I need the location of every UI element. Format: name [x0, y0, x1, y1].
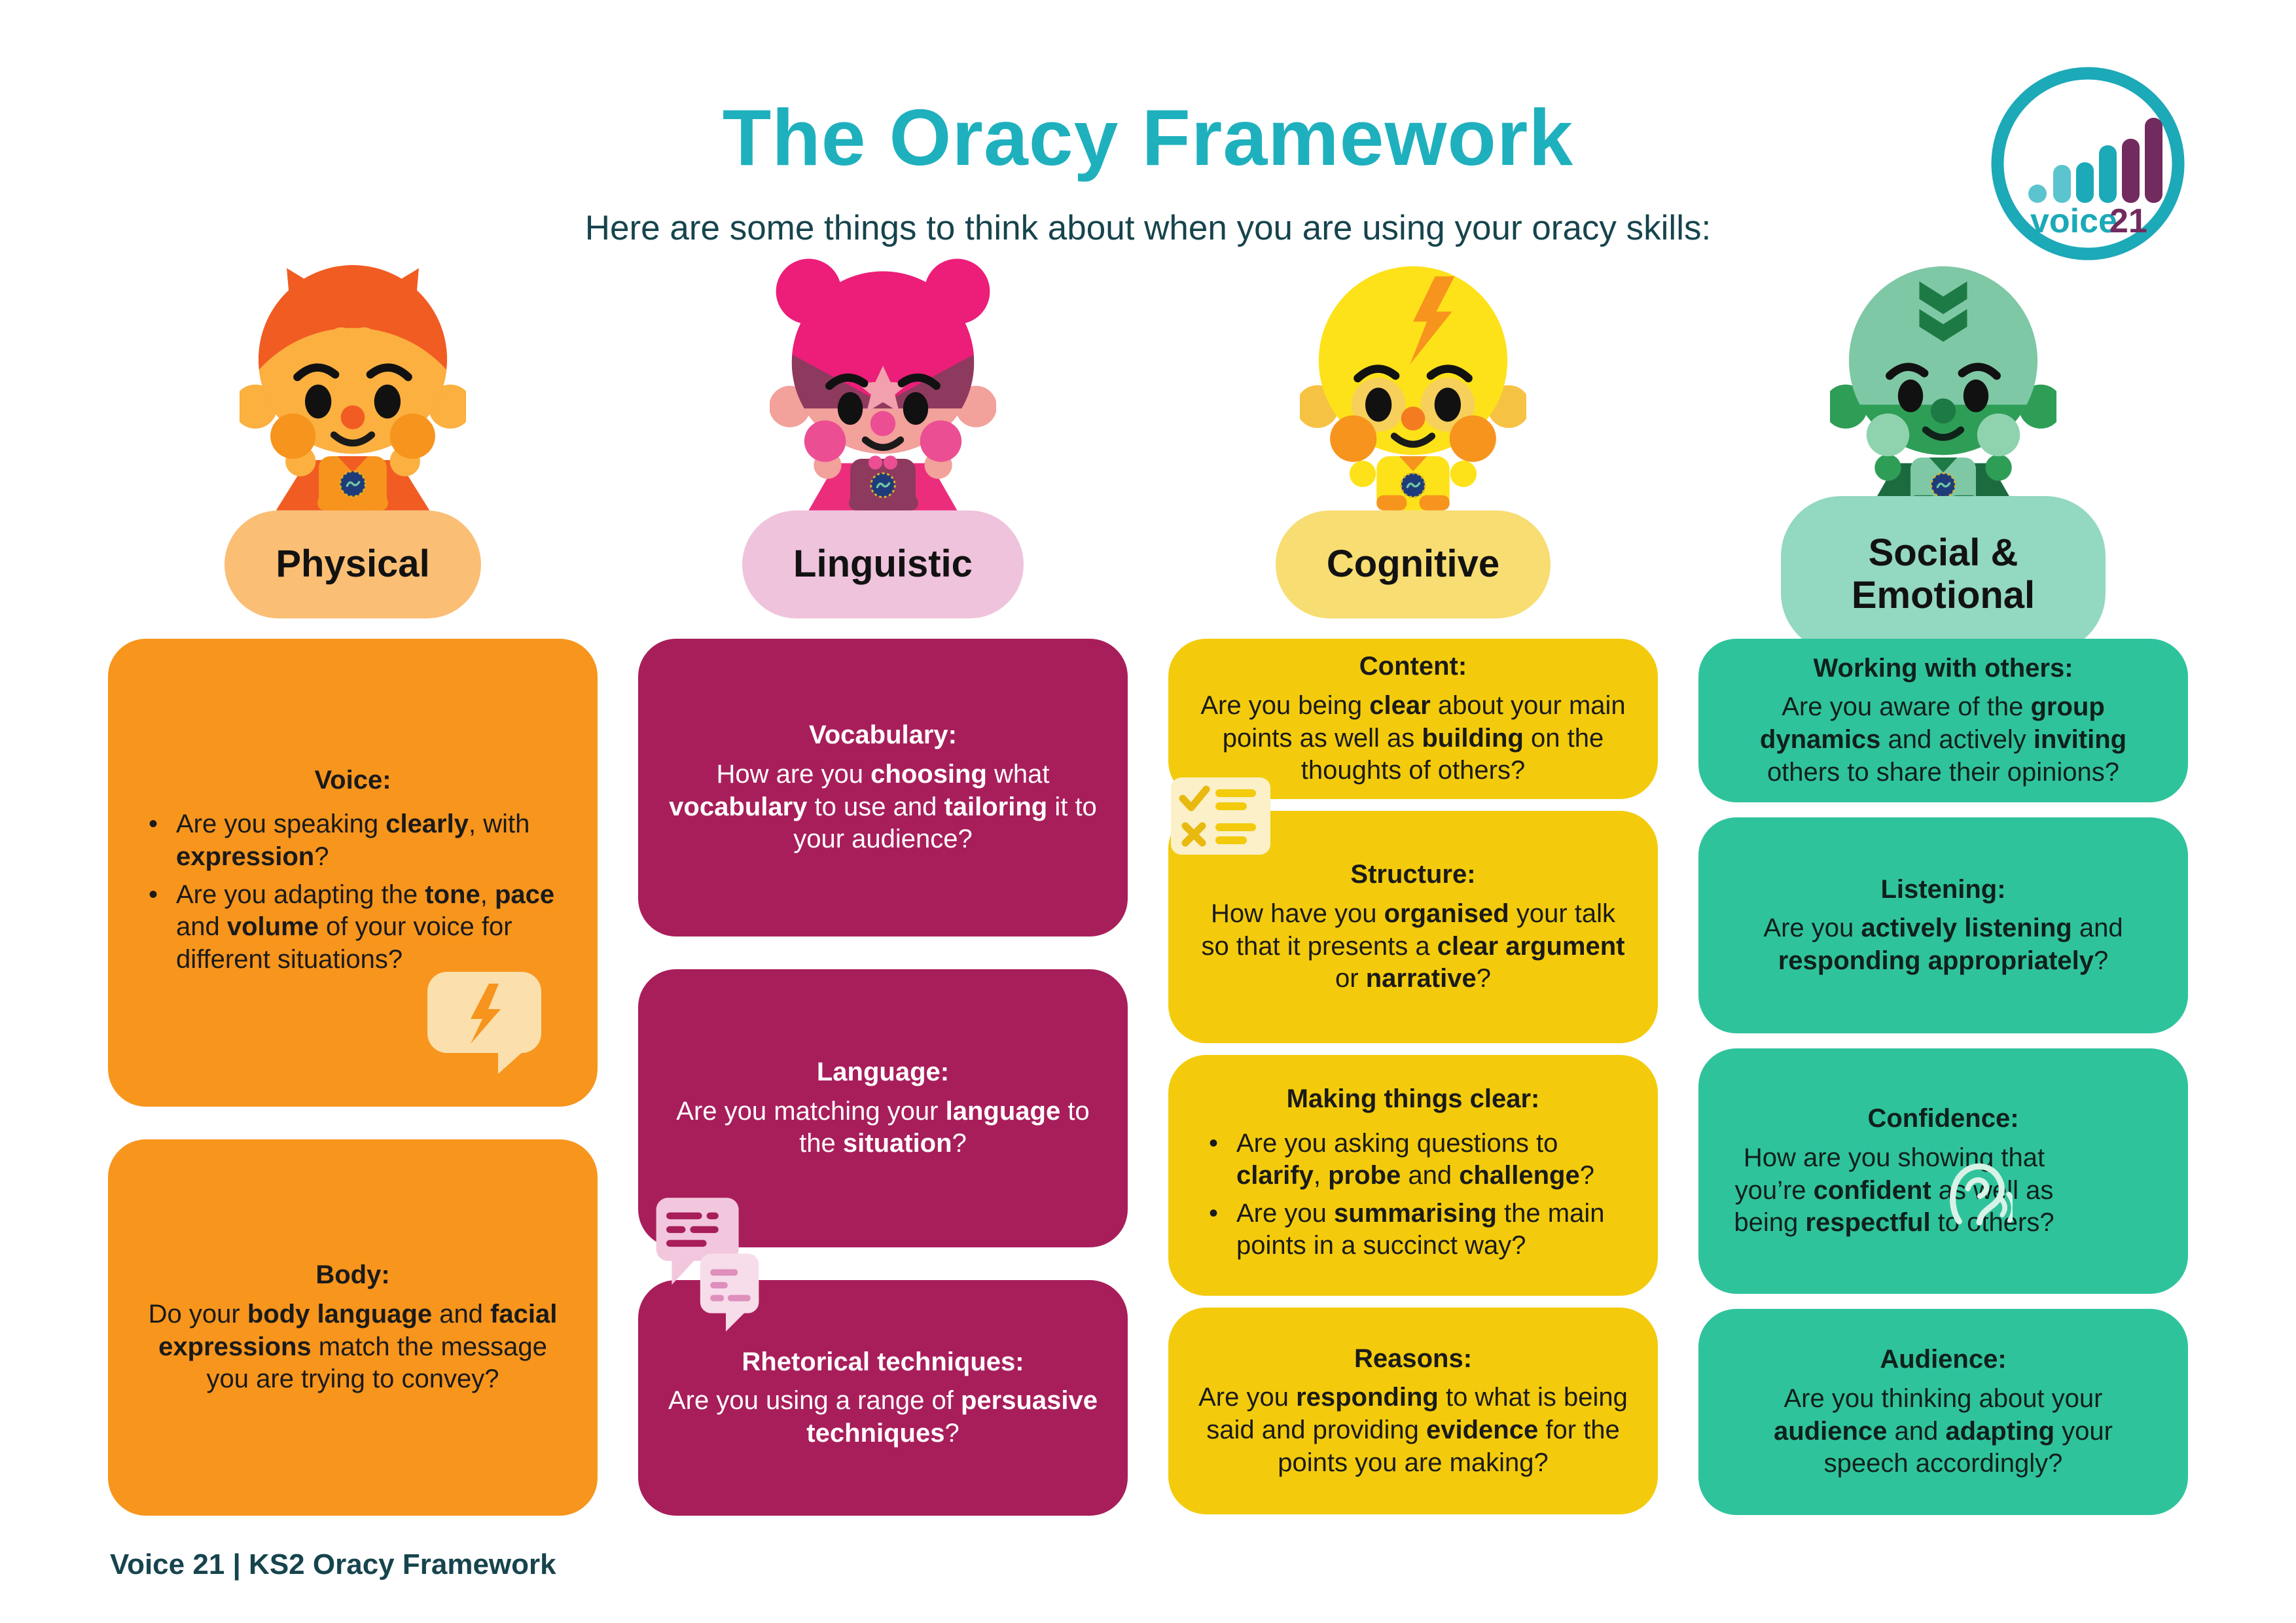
checklist-icon — [1171, 777, 1270, 855]
content-heading: Content: — [1359, 652, 1467, 681]
social-emotional-label: Social & Emotional — [1851, 531, 2036, 616]
social-emotional-pill-wrap — [1698, 510, 2188, 639]
making-things-clear-box — [1168, 1055, 1658, 1296]
social-emotional-character-illustration — [1698, 243, 2188, 510]
rhetorical-heading: Rhetorical techniques: — [742, 1347, 1024, 1376]
framework-columns — [108, 243, 2188, 1516]
voice21-logo-icon — [1990, 65, 2186, 262]
vocabulary-box — [638, 639, 1128, 936]
page-subtitle: Here are some things to think about when you are using your oracy skills: — [584, 209, 1712, 247]
cognitive-label: Cognitive — [1326, 543, 1500, 586]
cognitive-pill-wrap — [1168, 510, 1658, 639]
physical-label: Physical — [276, 543, 430, 586]
listening-text: Are you actively listening and responding appropriately? — [1763, 914, 2123, 975]
physical-character-illustration — [108, 243, 598, 510]
yellow-kid-icon — [1300, 246, 1526, 510]
language-text: Are you matching your language to the situation? — [676, 1096, 1090, 1158]
logo-number: 21 — [2109, 202, 2147, 240]
linguistic-label-pill — [742, 510, 1024, 618]
audience-text: Are you thinking about your audience and adapting your speech accordingly? — [1774, 1383, 2113, 1478]
listening-heading: Listening: — [1880, 874, 2006, 904]
voice-bullet: • Are you speaking clearly, with expression? — [138, 808, 567, 873]
orange-girl-icon — [240, 246, 466, 510]
linguistic-pill-wrap — [638, 510, 1128, 639]
ear-listening-icon — [1947, 1153, 2013, 1233]
working-with-others-text: Are you aware of the group dynamics and actively inviting others to share their opinions? — [1759, 692, 2127, 787]
vocabulary-text: How are you choosing what vocabulary to use and tailoring it to your audience? — [669, 759, 1097, 854]
voice21-logo — [1990, 65, 2186, 262]
logo-word: voice — [2030, 202, 2117, 240]
cognitive-boxes — [1168, 639, 1658, 1516]
reasons-box — [1168, 1308, 1658, 1514]
voice-bullet-list — [138, 803, 567, 981]
making-things-clear-bullet-list — [1198, 1122, 1628, 1268]
confidence-box — [1698, 1048, 2188, 1294]
listening-box — [1698, 817, 2188, 1033]
language-heading: Language: — [816, 1058, 950, 1087]
structure-heading: Structure: — [1350, 860, 1476, 889]
body-heading: Body: — [315, 1260, 390, 1290]
rhetorical-text: Are you using a range of persuasive techniques? — [668, 1386, 1098, 1448]
footer-caption: Voice 21 | KS2 Oracy Framework — [110, 1548, 556, 1580]
voice-box — [108, 639, 598, 1107]
voice-bullet: • Are you adapting the tone, pace and volume of your voice for different situations? — [138, 879, 567, 976]
physical-label-pill — [224, 510, 480, 618]
column-social-emotional — [1698, 243, 2188, 1516]
social-emotional-boxes — [1698, 639, 2188, 1516]
making-things-clear-bullet: • Are you asking questions to clarify, probe and challenge? — [1198, 1128, 1628, 1192]
reasons-text: Are you responding to what is being said and providing evidence for the points you are making? — [1198, 1383, 1628, 1477]
audience-box — [1698, 1309, 2188, 1515]
body-text: Do your body language and facial expressions match the message you are trying to convey? — [148, 1299, 558, 1394]
column-physical — [108, 243, 598, 1516]
linguistic-label: Linguistic — [793, 543, 973, 586]
linguistic-boxes — [638, 639, 1128, 1516]
chat-bubbles-icon — [653, 1195, 762, 1332]
confidence-heading: Confidence: — [1867, 1104, 2019, 1133]
structure-text: How have you organised your talk so that it presents a clear argument or narrative? — [1201, 899, 1625, 993]
page-title: The Oracy Framework — [722, 93, 1574, 182]
content-text: Are you being clear about your main points as well as building on the thoughts of others? — [1200, 690, 1626, 785]
social-emotional-label-pill — [1781, 496, 2106, 653]
working-with-others-heading: Working with others: — [1813, 653, 2073, 683]
physical-boxes — [108, 639, 598, 1516]
working-with-others-box — [1698, 639, 2188, 802]
physical-pill-wrap — [108, 510, 598, 639]
green-kid-icon — [1830, 246, 2056, 510]
cognitive-label-pill — [1276, 510, 1551, 618]
body-box — [108, 1139, 598, 1516]
speech-bubble-lightning-icon — [425, 969, 544, 1075]
confidence-text: How are you showing that you’re confident as well as being respectful to others? — [1734, 1143, 2054, 1238]
reasons-heading: Reasons: — [1354, 1344, 1473, 1373]
cognitive-character-illustration — [1168, 243, 1658, 510]
pink-superhero-icon — [770, 246, 996, 510]
column-cognitive — [1168, 243, 1658, 1516]
linguistic-character-illustration — [638, 243, 1128, 510]
audience-heading: Audience: — [1880, 1345, 2007, 1374]
making-things-clear-bullet: • Are you summarising the main points in a succinct way? — [1198, 1198, 1628, 1262]
vocabulary-heading: Vocabulary: — [809, 721, 957, 750]
content-box — [1168, 639, 1658, 799]
making-things-clear-heading: Making things clear: — [1286, 1084, 1540, 1114]
column-linguistic — [638, 243, 1128, 1516]
voice-heading: Voice: — [314, 765, 391, 794]
